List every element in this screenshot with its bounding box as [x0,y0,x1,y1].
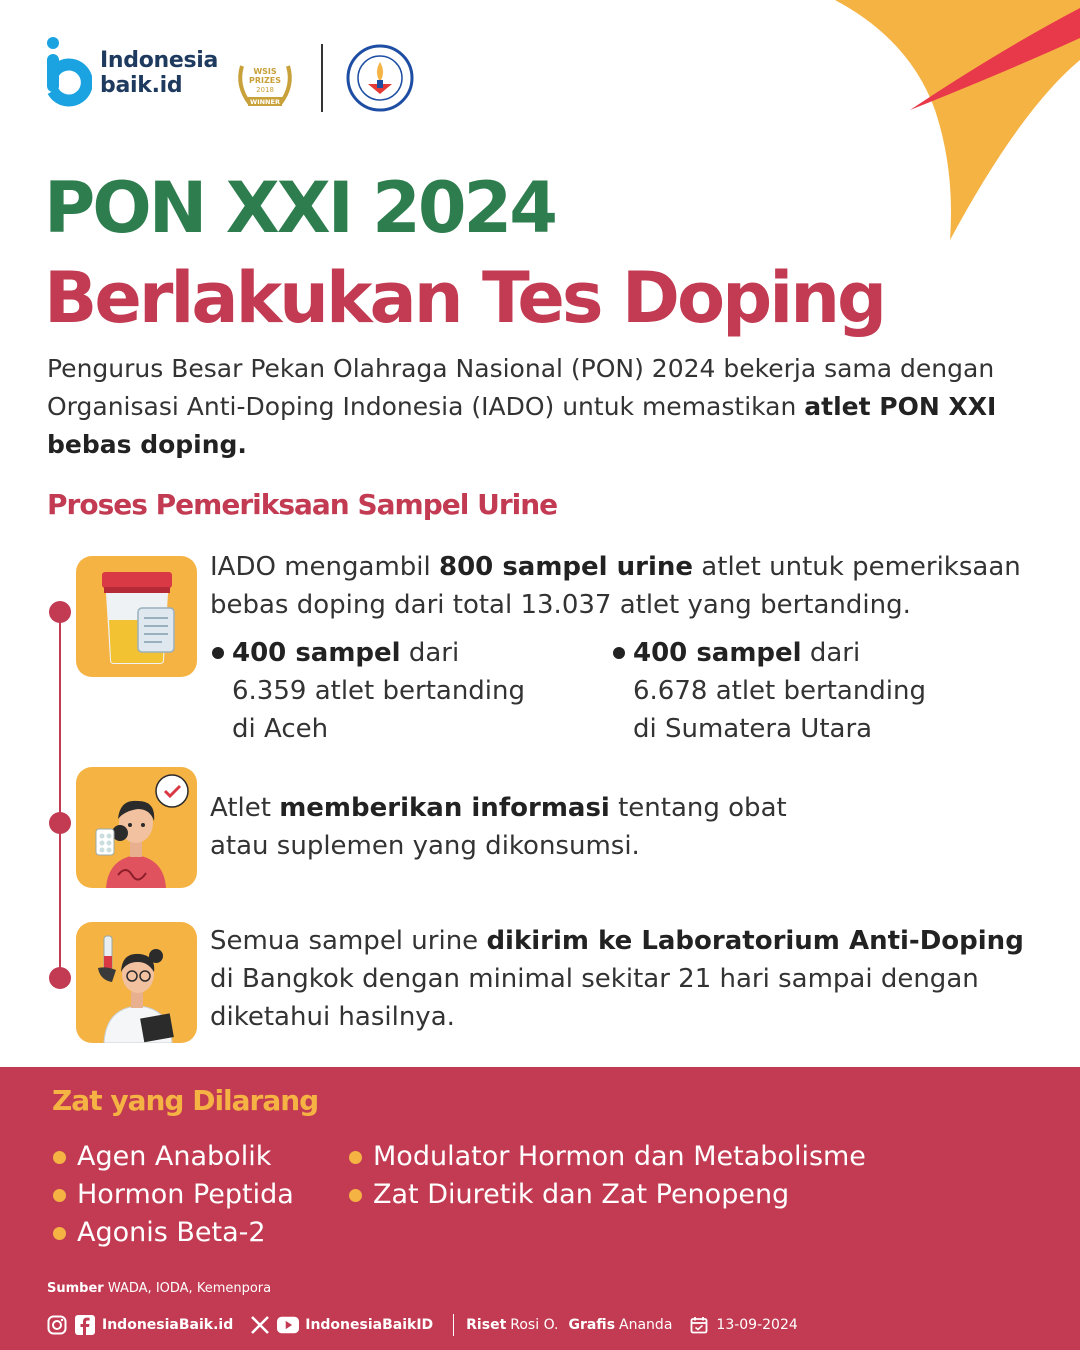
publish-date: 13-09-2024 [716,1317,798,1333]
header-divider [321,44,323,112]
banned-item: Hormon Peptida [77,1176,294,1214]
award-line1: WSIS [253,67,277,76]
process-heading: Proses Pemeriksaan Sampel Urine [47,488,558,521]
instagram-icon[interactable] [46,1314,68,1336]
bullet2-rest3: di Sumatera Utara [633,714,873,744]
lab-scientist-icon [76,922,197,1043]
handle-indonesiabaik[interactable]: IndonesiaBaik.id [102,1317,234,1333]
urine-sample-cup-icon [76,556,197,677]
step2-text [210,789,910,865]
logo-text-line2: baik.id [100,73,183,98]
step1-post: atlet untuk pemeriksaan bebas doping dari total 13.037 atlet yang bertanding. [210,552,1021,620]
bullet2-rest2: 6.678 atlet bertanding [633,676,927,706]
riset-name: Rosi O. [510,1317,559,1333]
timeline-line [59,612,61,980]
step3-pre: Semua sampel urine [210,926,487,956]
banned-item: Zat Diuretik dan Zat Penopeng [373,1176,789,1214]
riset-label: Riset [466,1317,507,1333]
source-value: WADA, IODA, Kemenpora [107,1281,272,1296]
step3-text [210,922,1050,1036]
bullet2-rest1: dari [801,638,861,668]
award-line3: 2018 [256,86,274,94]
corner-decoration [760,0,1080,240]
wsis-award-badge-icon [232,52,298,118]
step3-line2: di Bangkok dengan minimal sekitar 21 hari sampai dengan [210,964,979,994]
logo-text-line1: Indonesia [100,48,219,73]
intro-paragraph [47,350,1007,464]
step1-pre: IADO mengambil [210,552,439,582]
page-title-line2: Berlakukan Tes Doping [44,257,885,339]
bullet-sumut [633,634,926,748]
step2-pre: Atlet [210,793,280,823]
step1-bold: 800 sampel urine [439,552,694,582]
bullet1-rest2: 6.359 atlet bertanding [232,676,526,706]
athlete-medication-icon [76,767,197,888]
timeline-dot-2 [49,812,71,834]
timeline-dot-3 [49,967,71,989]
grafis-label: Grafis [568,1317,616,1333]
intro-bold: atlet PON XXI bebas doping. [47,392,997,459]
bullet2-bold: 400 sampel [633,638,802,668]
bullet1-rest1: dari [400,638,460,668]
facebook-icon[interactable] [74,1314,96,1336]
bullet1-rest3: di Aceh [232,714,329,744]
step1-text [210,548,1050,624]
grafis-name: Ananda [619,1317,673,1333]
intro-text: Pengurus Besar Pekan Olahraga Nasional (PON) 2024 bekerja sama dengan Organisasi Anti-Doping Indonesia (IADO) untuk memastikan [47,354,995,421]
kemenpora-seal-icon [346,44,414,112]
award-line4: WINNER [250,98,280,106]
bullet-aceh [232,634,525,748]
source-label: Sumber [47,1281,104,1296]
step2-post: tentang obat [609,793,787,823]
indonesiabaik-mark-icon [46,36,92,110]
timeline-dot-1 [49,601,71,623]
step3-bold: dikirim ke Laboratorium Anti-Doping [486,926,1024,956]
footer-divider [453,1314,454,1336]
footer-bar [46,1311,798,1339]
step2-bold: memberikan informasi [279,793,610,823]
banned-heading: Zat yang Dilarang [52,1084,319,1117]
step3-line3: diketahui hasilnya. [210,1002,455,1032]
step2-line2: atau suplemen yang dikonsumsi. [210,831,640,861]
banned-item: Agonis Beta-2 [77,1214,266,1252]
source-note [47,1281,271,1296]
bullet1-bold: 400 sampel [232,638,401,668]
banned-item: Agen Anabolik [77,1138,271,1176]
page-title-line1: PON XXI 2024 [44,167,555,249]
banned-item: Modulator Hormon dan Metabolisme [373,1138,866,1176]
handle-indonesiabaikid[interactable]: IndonesiaBaikID [305,1317,434,1333]
award-line2: PRIZES [248,76,282,85]
calendar-icon [688,1314,710,1336]
x-twitter-icon[interactable] [249,1314,271,1336]
youtube-icon[interactable] [277,1314,299,1336]
indonesiabaik-logo [46,36,218,110]
